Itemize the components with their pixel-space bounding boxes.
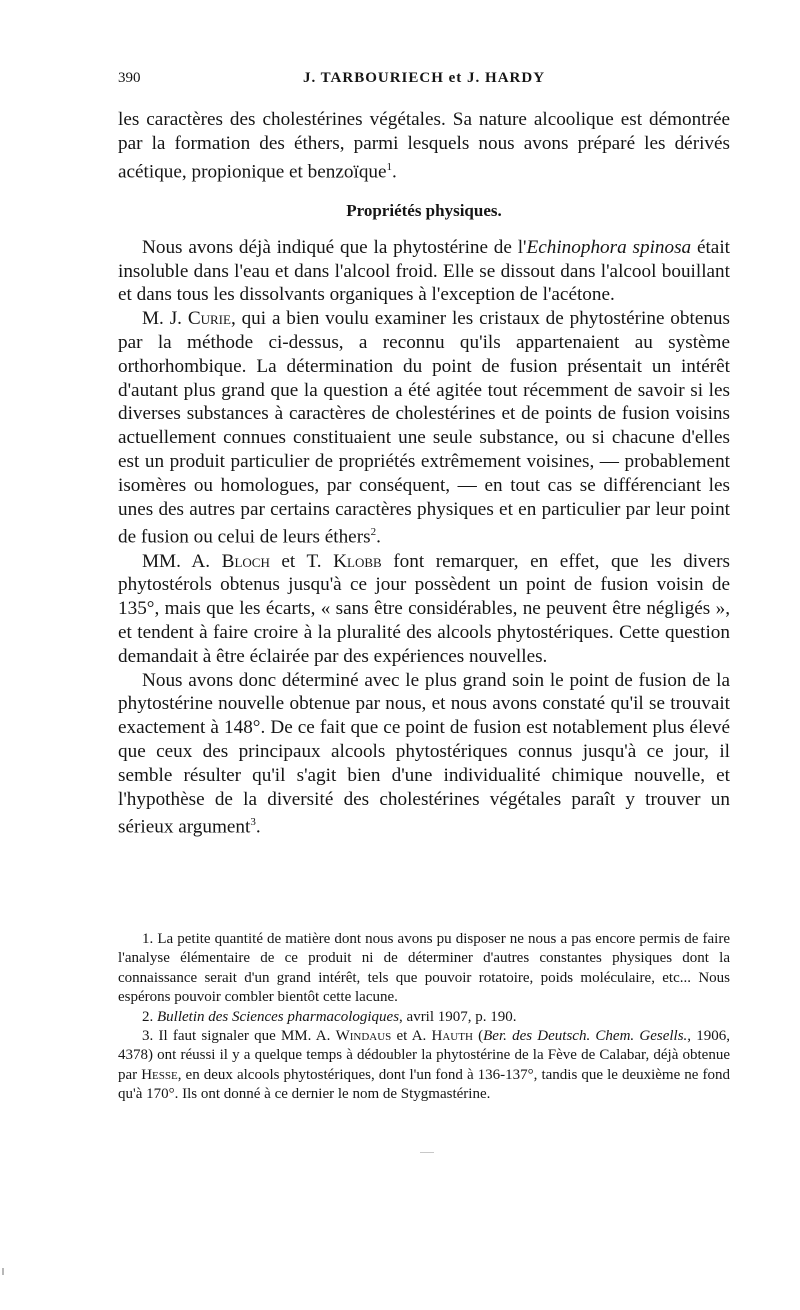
paragraph-4: MM. A. Bloch et T. Klobb font remarquer, en effet, que les divers phytostérols obtenus jusqu'à ce jour possèdent un point de fusion voisin de 135°, mais que les écarts, « sans être considérables, ne peuvent être négligés », et tendent à faire croire à la pluralité des alcools phytostériques. Cette question demandait à être éclairée par des expériences nouvelles. <box>118 550 731 667</box>
paragraph-3: M. J. Curie, qui a bien voulu examiner les cristaux de phytostérine obtenus par la méthode ci-dessus, a reconnu qu'ils appartenaient au système orthorhombique. La détermination du point de fusion présentait un intérêt d'autant plus grand que la question a été agitée tout récemment de savoir si les diverses substances à caractères de cholestérines et de points de fusion voisins actuellement connues constituaient une seule substance, ou si chacune d'elles est un produit particulier de propriétés extrêmement voisines, — probablement isomères ou homologues, par conséquent, — en tout cas se différenciant les unes des autres par certains caractères physiques et en particulier par leur point de fusion ou celui de leurs éthers$^2$. <box>118 308 730 548</box>
scan-mark <box>2 1268 4 1275</box>
author-name: Klobb <box>333 550 382 572</box>
paragraph-2: Nous avons déjà indiqué que la phytostérine de l'Echinophora spinosa était insoluble dans l'eau et dans l'alcool froid. Elle se dissout dans l'alcool bouillant et dans tous les dissolvants organiques à l'exception de l'acétone. <box>118 236 730 306</box>
journal-title: Ber. des Deutsch. Chem. Gesells. <box>483 1028 688 1045</box>
footnote-1: 1. La petite quantité de matière dont nous avons pu disposer ne nous a pas encore permis de faire l'analyse élémentaire de ce produit ni de déterminer d'autres constantes physiques dont la connaissance serait d'un grand intérêt, tels que pouvoir rotatoire, poids moléculaire, etc... Nous espérons pouvoir combler bientôt cette lacune. <box>118 931 730 1006</box>
author-name: Bloch <box>221 550 270 572</box>
running-header <box>118 70 730 94</box>
footnote-3: 3. Il faut signaler que MM. A. Windaus et A. Hauth (Ber. des Deutsch. Chem. Gesells., 1906, 4378) ont réussi il y a quelque temps à dédoubler la phytostérine de la Fève de Calabar, déjà obtenue par Hesse, en deux alcools phytostériques, dont l'un fond à 136-137°, tandis que le deuxième ne fond qu'à 170°. Ils ont donné à ce dernier le nom de Stygmastérine. <box>118 1028 731 1103</box>
page-number: 390 <box>118 70 141 86</box>
footnotes <box>118 930 730 1105</box>
paragraph-5: Nous avons donc déterminé avec le plus grand soin le point de fusion de la phytostérine nouvelle obtenue par nous, et nous avons constaté qu'il se trouvait exactement à 148°. De ce fait que ce point de fusion est notablement plus élevé que ceux des principaux alcools phytostériques connus jusqu'à ce jour, il semble résulter qu'il s'agit bien d'une individualité chimique nouvelle, et l'hypothèse de la diversité des cholestérines végétales paraît y trouver un sérieux argument$^3$. <box>118 669 730 838</box>
author-name: Curie <box>187 308 231 330</box>
author-name: Hauth <box>431 1028 473 1045</box>
paragraph-1: les caractères des cholestérines végétales. Sa nature alcoolique est démontrée par la formation des éthers, parmi lesquels nous avons préparé les dérivés acétique, propionique et benzoïque$^1$. <box>118 109 730 182</box>
footnote-2: 2. Bulletin des Sciences pharmacologiques, avril 1907, p. 190. <box>142 1008 517 1025</box>
footnote-ref-1[interactable]: 1 <box>386 160 393 173</box>
section-heading: Propriétés physiques. <box>346 200 502 220</box>
main-text <box>118 108 730 839</box>
running-title-authors: J. TARBOURIECH et J. HARDY <box>302 70 546 86</box>
decorative-dash <box>420 1152 434 1153</box>
journal-title: Bulletin des Sciences pharmacologiques <box>157 1008 400 1025</box>
species-name: Echinophora spinosa <box>526 236 692 258</box>
footnote-ref-2[interactable]: 2 <box>370 526 377 539</box>
author-name: Hesse <box>141 1066 178 1083</box>
author-name: Windaus <box>335 1028 392 1045</box>
footnote-ref-3[interactable]: 3 <box>250 816 256 829</box>
